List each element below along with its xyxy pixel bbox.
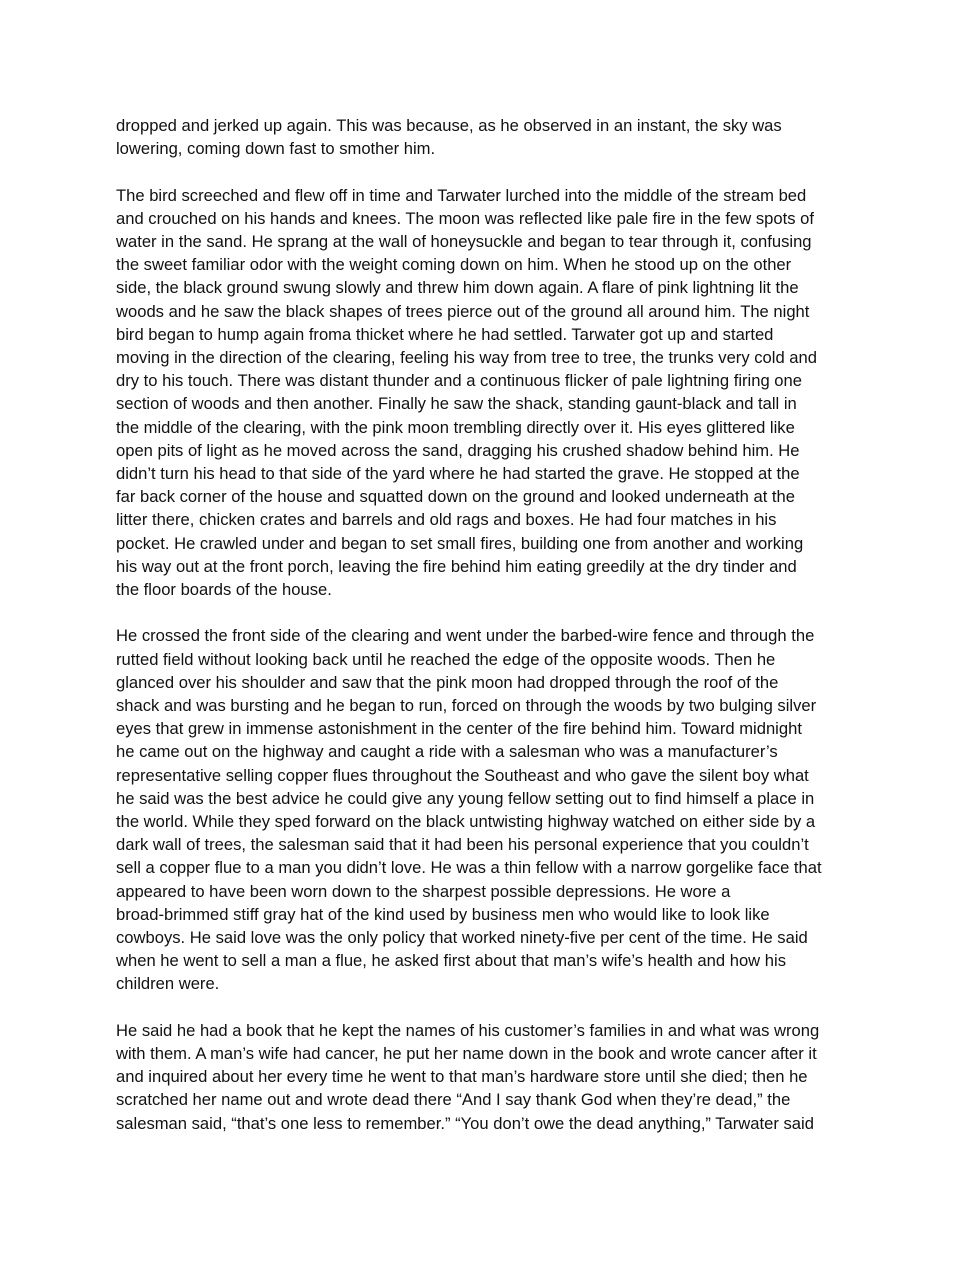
text-line: woods and he saw the black shapes of trees pierce out of the ground all around him. The night: [116, 301, 810, 321]
text-line: cowboys. He said love was the only policy that worked ninety-five per cent of the time. He said: [116, 928, 808, 948]
text-line: when he went to sell a man a flue, he asked first about that man’s wife’s health and how his: [116, 951, 786, 971]
text-line: shack and was bursting and he began to run, forced on through the woods by two bulging silver: [116, 696, 817, 716]
text-line: his way out at the front porch, leaving the fire behind him eating greedily at the dry tinder and: [116, 556, 797, 576]
text-line: representative selling copper flues throughout the Southeast and who gave the silent boy what: [116, 765, 809, 785]
text-line: side, the black ground swung slowly and threw him down again. A flare of pink lightning lit the: [116, 278, 799, 298]
text-line: dark wall of trees, the salesman said that it had been his personal experience that you couldn’t: [116, 835, 809, 855]
text-line: salesman said, “that’s one less to remember.” “You don’t owe the dead anything,” Tarwater said: [116, 1113, 814, 1133]
text-line: glanced over his shoulder and saw that the pink moon had dropped through the roof of the: [116, 672, 779, 692]
text-line: far back corner of the house and squatted down on the ground and looked underneath at the: [116, 487, 795, 507]
paragraph: [116, 1019, 868, 1135]
text-line: water in the sand. He sprang at the wall of honeysuckle and began to tear through it, confusing: [116, 232, 812, 251]
text-line: He crossed the front side of the clearing and went under the barbed-wire fence and through the: [116, 626, 815, 646]
text-line: He said he had a book that he kept the names of his customer’s families in and what was wrong: [116, 1020, 820, 1040]
text-line: dropped and jerked up again. This was because, as he observed in an instant, the sky was: [116, 116, 782, 135]
text-line: pocket. He crawled under and began to set small fires, building one from another and working: [116, 533, 804, 553]
text-line: lowering, coming down fast to smother him.: [116, 139, 436, 159]
text-line: with them. A man’s wife had cancer, he put her name down in the book and wrote cancer after it: [116, 1044, 817, 1064]
text-line: moving in the direction of the clearing, feeling his way from tree to tree, the trunks very cold and: [116, 348, 817, 368]
paragraph: [116, 184, 868, 602]
text-line: and inquired about her every time he went to that man’s hardware store until she died; then he: [116, 1067, 808, 1087]
text-line: he said was the best advice he could give any young fellow setting out to find himself a place in: [116, 788, 815, 808]
text-line: section of woods and then another. Finally he saw the shack, standing gaunt-black and tall in: [116, 394, 797, 414]
text-line: the world. While they sped forward on the black untwisting highway watched on either side by a: [116, 812, 816, 832]
text-line: bird began to hump again froma thicket where he had settled. Tarwater got up and started: [116, 324, 774, 344]
text-line: the middle of the clearing, with the pink moon trembling directly over it. His eyes glittered like: [116, 417, 795, 437]
text-line: litter there, chicken crates and barrels and old rags and boxes. He had four matches in his: [116, 510, 777, 530]
text-line: and crouched on his hands and knees. The moon was reflected like pale fire in the few spots of: [116, 208, 814, 228]
paragraph: [116, 624, 868, 995]
text-line: sell a copper flue to a man you didn’t love. He was a thin fellow with a narrow gorgelike face that: [116, 858, 822, 878]
text-line: the sweet familiar odor with the weight coming down on him. When he stood up on the other: [116, 255, 792, 275]
text-line: rutted field without looking back until he reached the edge of the opposite woods. Then he: [116, 649, 776, 669]
paragraph: [116, 114, 868, 160]
text-line: open pits of light as he moved across the sand, dragging his crushed shadow behind him. He: [116, 440, 800, 460]
body-text: [116, 114, 868, 1158]
text-line: the floor boards of the house.: [116, 580, 332, 600]
text-line: broad-brimmed stiff gray hat of the kind used by business men who would like to look like: [116, 904, 770, 924]
text-line: children were.: [116, 974, 220, 994]
text-line: dry to his touch. There was distant thunder and a continuous flicker of pale lightning firing one: [116, 371, 802, 391]
text-line: The bird screeched and flew off in time and Tarwater lurched into the middle of the stream bed: [116, 185, 807, 205]
text-line: he came out on the highway and caught a ride with a salesman who was a manufacturer’s: [116, 742, 778, 762]
text-line: eyes that grew in immense astonishment in the center of the fire behind him. Toward midnight: [116, 719, 802, 739]
text-line: didn’t turn his head to that side of the yard where he had started the grave. He stopped at the: [116, 464, 800, 484]
text-line: appeared to have been worn down to the sharpest possible depressions. He wore a: [116, 881, 731, 901]
text-line: scratched her name out and wrote dead there “And I say thank God when they’re dead,” the: [116, 1090, 791, 1110]
